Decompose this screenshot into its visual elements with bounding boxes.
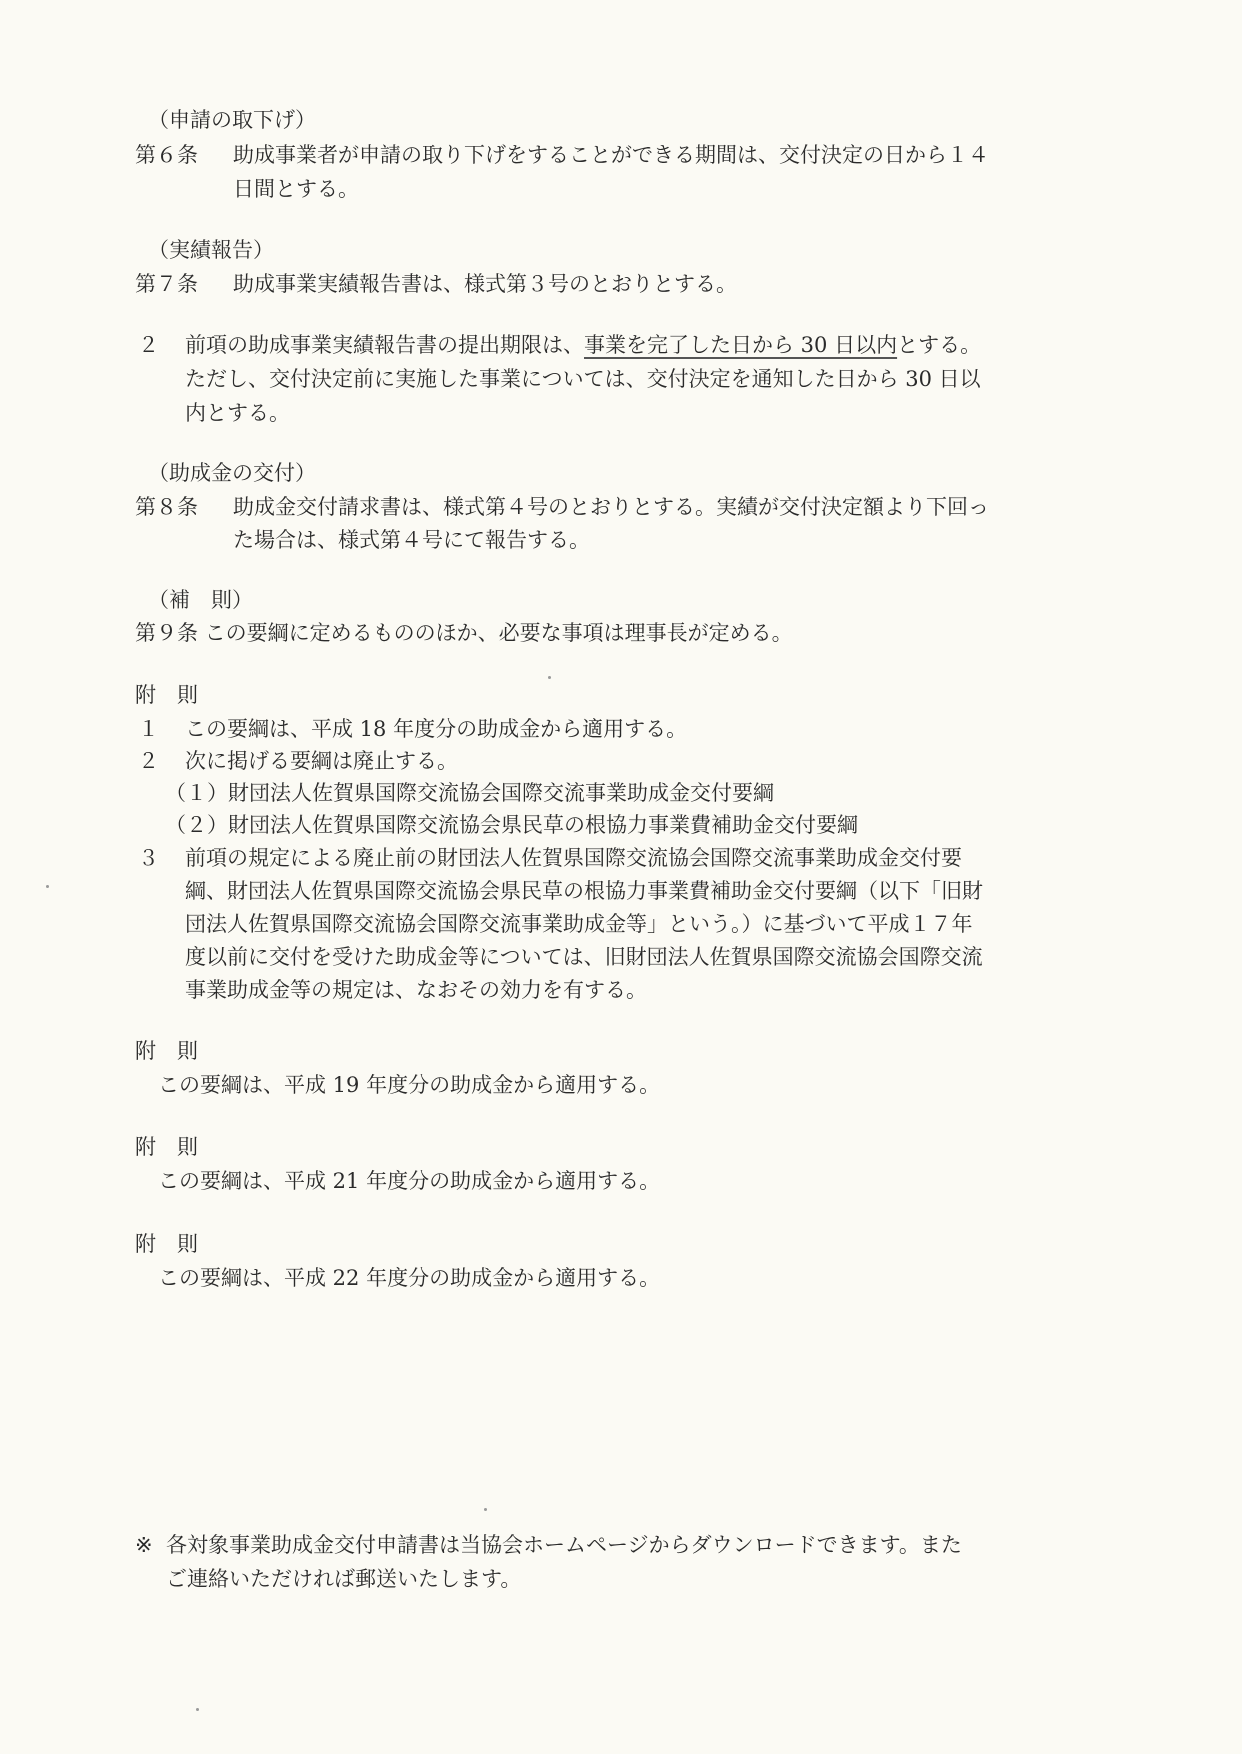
suppl-1-item-1: この要綱は、平成 18 年度分の助成金から適用する。	[185, 717, 688, 741]
suppl-1-subitem-2: （２）財団法人佐賀県国際交流協会県民草の根協力事業費補助金交付要綱	[165, 813, 858, 837]
section-label-grant-payment: （助成金の交付）	[148, 461, 316, 485]
supplementary-provisions-2-heading: 附 則	[135, 1039, 198, 1063]
suppl-1-item-3-line-1: 前項の規定による廃止前の財団法人佐賀県国際交流協会国際交流事業助成金交付要	[185, 846, 962, 870]
scan-speck	[46, 885, 49, 888]
article-6-line-2: 日間とする。	[233, 177, 359, 201]
article-7-para-2-number: ２	[138, 333, 159, 357]
supplementary-provisions-3-text: この要綱は、平成 21 年度分の助成金から適用する。	[158, 1169, 661, 1193]
suppl-1-item-3-line-5: 事業助成金等の規定は、なおその効力を有する。	[185, 978, 647, 1002]
suppl-1-subitem-1: （１）財団法人佐賀県国際交流協会国際交流事業助成金交付要綱	[165, 781, 774, 805]
section-label-supplementary: （補 則）	[148, 588, 253, 612]
suppl-1-item-2-number: ２	[138, 749, 159, 773]
supplementary-provisions-4-heading: 附 則	[135, 1232, 198, 1256]
scan-speck	[484, 1508, 487, 1511]
article-9-line: 第９条 この要綱に定めるもののほか、必要な事項は理事長が定める。	[135, 621, 793, 645]
supplementary-provisions-2-text: この要綱は、平成 19 年度分の助成金から適用する。	[158, 1073, 661, 1097]
section-label-withdrawal: （申請の取下げ）	[148, 108, 316, 132]
note-line-2: ご連絡いただければ郵送いたします。	[166, 1567, 522, 1591]
suppl-1-item-1-number: １	[138, 717, 159, 741]
deadline-underlined: 事業を完了した日から 30 日以内	[584, 333, 898, 357]
note-line-1: 各対象事業助成金交付申請書は当協会ホームページからダウンロードできます。また	[166, 1533, 962, 1557]
suppl-1-item-3-line-4: 度以前に交付を受けた助成金等については、旧財団法人佐賀県国際交流協会国際交流	[185, 945, 983, 969]
article-7-para-2-line-1: 前項の助成事業実績報告書の提出期限は、事業を完了した日から 30 日以内とする。	[185, 333, 982, 357]
scan-speck	[196, 1708, 199, 1711]
article-6-number: 第６条	[135, 143, 198, 167]
article-8-number: 第８条	[135, 495, 198, 519]
article-7-line-1: 助成事業実績報告書は、様式第３号のとおりとする。	[233, 272, 737, 296]
article-6-line-1: 助成事業者が申請の取り下げをすることができる期間は、交付決定の日から１４	[233, 143, 989, 167]
supplementary-provisions-1-heading: 附 則	[135, 683, 198, 707]
article-7-number: 第７条	[135, 272, 198, 296]
suppl-1-item-3-number: ３	[138, 846, 159, 870]
suppl-1-item-3-line-3: 団法人佐賀県国際交流協会国際交流事業助成金等」という。）に基づいて平成１７年	[185, 912, 973, 936]
article-7-para-2-line-3: 内とする。	[185, 401, 290, 425]
article-8-line-1: 助成金交付請求書は、様式第４号のとおりとする。実績が交付決定額より下回っ	[233, 495, 989, 519]
scan-speck	[548, 676, 551, 679]
article-7-para-2-line-2: ただし、交付決定前に実施した事業については、交付決定を通知した日から 30 日以	[185, 367, 981, 391]
supplementary-provisions-4-text: この要綱は、平成 22 年度分の助成金から適用する。	[158, 1266, 661, 1290]
section-label-performance-report: （実績報告）	[148, 238, 274, 262]
article-8-line-2: た場合は、様式第４号にて報告する。	[233, 528, 590, 552]
suppl-1-item-3-line-2: 綱、財団法人佐賀県国際交流協会県民草の根協力事業費補助金交付要綱（以下「旧財	[185, 879, 983, 903]
supplementary-provisions-3-heading: 附 則	[135, 1135, 198, 1159]
suppl-1-item-2: 次に掲げる要綱は廃止する。	[185, 749, 458, 773]
note-mark: ※	[135, 1533, 153, 1557]
